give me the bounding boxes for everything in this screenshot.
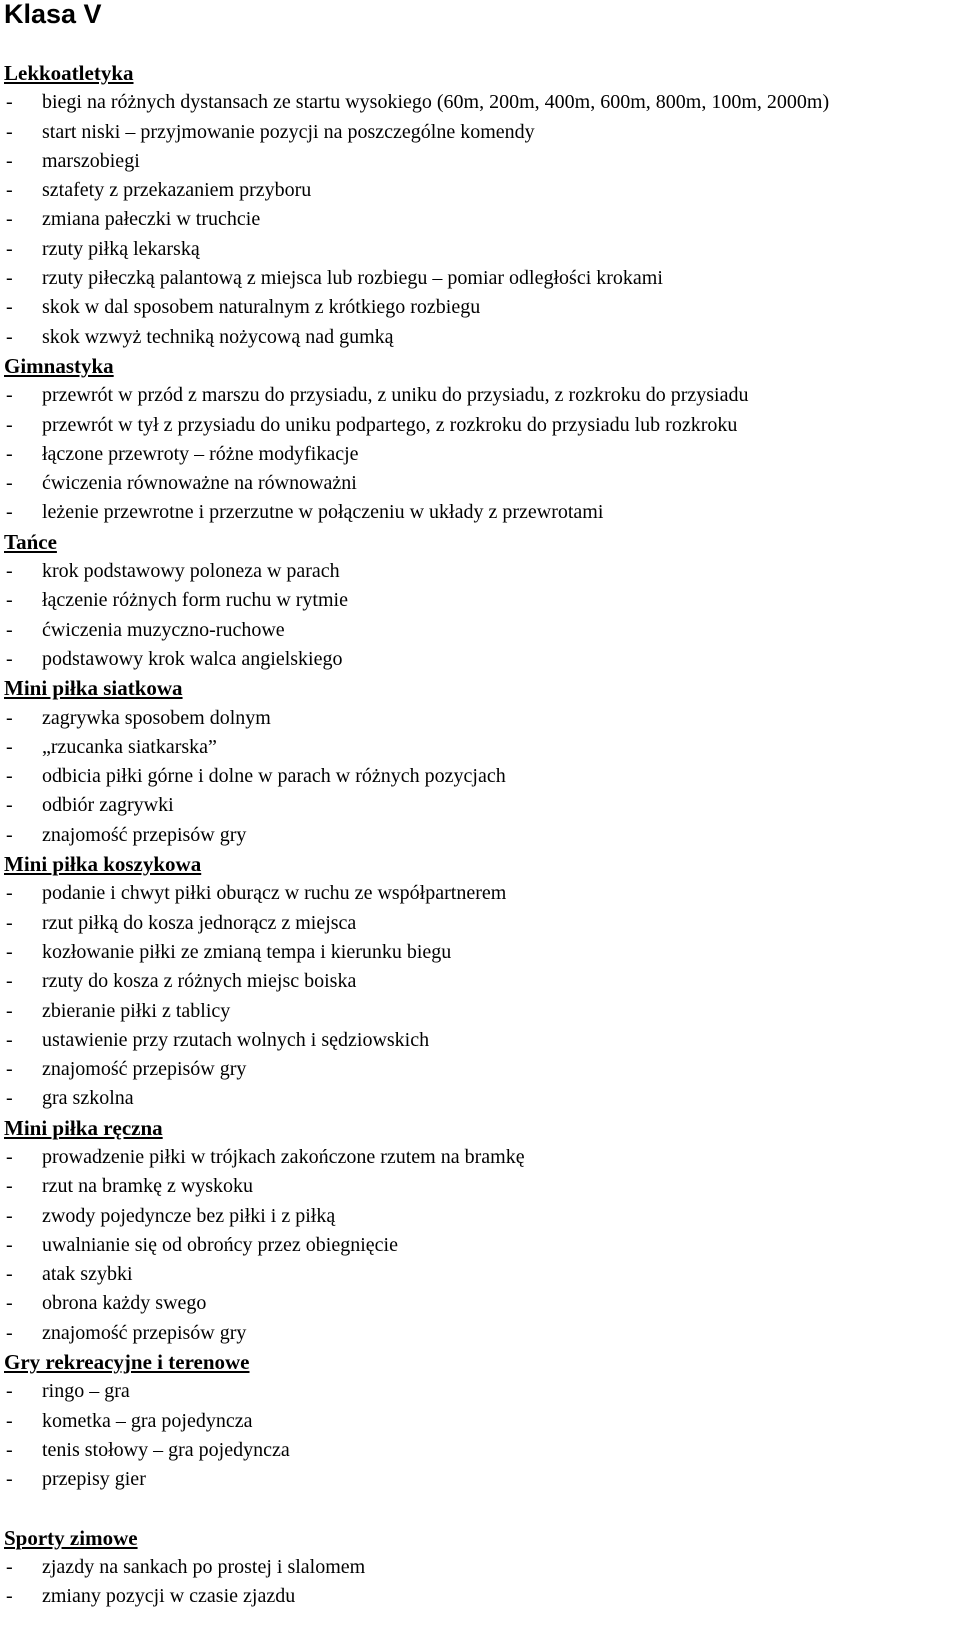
- bullet-dash: -: [6, 237, 13, 260]
- bullet-dash: -: [6, 823, 13, 846]
- list-item: [4, 118, 954, 147]
- bullet-dash: -: [6, 794, 13, 817]
- list-item-text: zmiany pozycji w czasie zjazdu: [42, 1585, 296, 1608]
- list-item-text: rzuty piłką lekarską: [42, 237, 200, 260]
- list-item-text: ringo – gra: [42, 1380, 130, 1403]
- list-item: [4, 1143, 954, 1172]
- bullet-dash: -: [6, 882, 13, 905]
- section-mini-pilka-koszykowa: [4, 850, 954, 1114]
- list-item: [4, 264, 954, 293]
- list-item: [4, 176, 954, 205]
- section-heading: Mini piłka koszykowa: [4, 852, 202, 877]
- list-item: [4, 1436, 954, 1465]
- list-item-text: znajomość przepisów gry: [42, 1058, 247, 1081]
- list-item: [4, 1026, 954, 1055]
- list-item-text: kozłowanie piłki ze zmianą tempa i kierunku biegu: [42, 940, 452, 963]
- list-item-text: podanie i chwyt piłki oburącz w ruchu ze współpartnerem: [42, 882, 507, 905]
- list-item: [4, 381, 954, 410]
- list-item: [4, 1407, 954, 1436]
- list-item-text: łączone przewroty – różne modyfikacje: [42, 442, 359, 465]
- list-item: [4, 1231, 954, 1260]
- bullet-dash: -: [6, 1263, 13, 1286]
- list-item: [4, 88, 954, 117]
- bullet-dash: -: [6, 149, 13, 172]
- section-tance: [4, 528, 954, 674]
- list-item-text: podstawowy krok walca angielskiego: [42, 647, 343, 670]
- list-item-text: znajomość przepisów gry: [42, 1321, 247, 1344]
- bullet-dash: -: [6, 413, 13, 436]
- bullet-dash: -: [6, 765, 13, 788]
- bullet-dash: -: [6, 1556, 13, 1579]
- list-item: [4, 1084, 954, 1113]
- section-heading: Gimnastyka: [4, 353, 114, 378]
- syllabus-content: [4, 59, 954, 1612]
- bullet-dash: -: [6, 1468, 13, 1491]
- list-item-text: atak szybki: [42, 1263, 133, 1286]
- list-item-text: biegi na różnych dystansach ze startu wysokiego (60m, 200m, 400m, 600m, 800m, 100m, 2000m): [42, 91, 830, 114]
- bullet-dash: -: [6, 384, 13, 407]
- list-item: [4, 733, 954, 762]
- bullet-dash: -: [6, 618, 13, 641]
- list-item-text: leżenie przewrotne i przerzutne w połączeniu w układy z przewrotami: [42, 501, 604, 524]
- list-item: [4, 909, 954, 938]
- list-item: [4, 411, 954, 440]
- list-item-text: kometka – gra pojedyncza: [42, 1409, 253, 1432]
- list-item-text: zagrywka sposobem dolnym: [42, 706, 271, 729]
- list-item-text: start niski – przyjmowanie pozycji na poszczególne komendy: [42, 120, 535, 143]
- list-item: [4, 645, 954, 674]
- bullet-dash: -: [6, 1204, 13, 1227]
- bullet-dash: -: [6, 1058, 13, 1081]
- section-sporty-zimowe: [4, 1524, 954, 1612]
- section-mini-pilka-siatkowa: [4, 674, 954, 850]
- list-item: [4, 1202, 954, 1231]
- list-item: [4, 1260, 954, 1289]
- list-item: [4, 147, 954, 176]
- list-item: [4, 1172, 954, 1201]
- bullet-dash: -: [6, 735, 13, 758]
- list-item-text: rzut piłką do kosza jednorącz z miejsca: [42, 911, 357, 934]
- bullet-dash: -: [6, 1087, 13, 1110]
- list-item: [4, 469, 954, 498]
- bullet-dash: -: [6, 501, 13, 524]
- list-item: [4, 1055, 954, 1084]
- section-heading: Lekkoatletyka: [4, 61, 134, 85]
- bullet-dash: -: [6, 1145, 13, 1168]
- list-item: [4, 1553, 954, 1582]
- list-item: [4, 821, 954, 850]
- bullet-dash: -: [6, 706, 13, 729]
- bullet-dash: -: [6, 589, 13, 612]
- bullet-dash: -: [6, 442, 13, 465]
- list-item-text: marszobiegi: [42, 149, 140, 172]
- list-item: [4, 586, 954, 615]
- list-item-text: zwody pojedyncze bez piłki i z piłką: [42, 1204, 336, 1227]
- list-item-text: zbieranie piłki z tablicy: [42, 999, 231, 1022]
- list-item-text: „rzucanka siatkarska”: [42, 735, 217, 758]
- bullet-dash: -: [6, 560, 13, 583]
- list-item-text: przewrót w tył z przysiadu do uniku podpartego, z rozkroku do przysiadu lub rozkroku: [42, 413, 738, 436]
- bullet-dash: -: [6, 970, 13, 993]
- list-item: [4, 967, 954, 996]
- list-item-text: uwalnianie się od obrońcy przez obiegnięcie: [42, 1233, 398, 1256]
- list-item-text: rzut na bramkę z wyskoku: [42, 1175, 254, 1198]
- list-item: [4, 1289, 954, 1318]
- bullet-dash: -: [6, 325, 13, 348]
- list-item: [4, 938, 954, 967]
- list-item: [4, 879, 954, 908]
- list-item: [4, 498, 954, 527]
- section-heading: Tańce: [4, 529, 57, 554]
- list-item: [4, 762, 954, 791]
- bullet-dash: -: [6, 91, 13, 114]
- section-gry-rekreacyjne-i-terenowe: [4, 1348, 954, 1494]
- bullet-dash: -: [6, 999, 13, 1022]
- bullet-dash: -: [6, 1292, 13, 1315]
- bullet-dash: -: [6, 1028, 13, 1051]
- bullet-dash: -: [6, 911, 13, 934]
- list-item-text: zmiana pałeczki w truchcie: [42, 208, 261, 231]
- list-item-text: ustawienie przy rzutach wolnych i sędziowskich: [42, 1028, 430, 1051]
- bullet-dash: -: [6, 1585, 13, 1608]
- list-item: [4, 235, 954, 264]
- list-item-text: ćwiczenia równoważne na równoważni: [42, 472, 357, 495]
- bullet-dash: -: [6, 1438, 13, 1461]
- list-item: [4, 323, 954, 352]
- list-item: [4, 997, 954, 1026]
- section-heading: Sporty zimowe: [4, 1525, 138, 1550]
- list-item-text: znajomość przepisów gry: [42, 823, 247, 846]
- page-title: Klasa V: [4, 0, 102, 29]
- bullet-dash: -: [6, 179, 13, 202]
- list-item: [4, 440, 954, 469]
- section-gimnastyka: [4, 352, 954, 528]
- bullet-dash: -: [6, 647, 13, 670]
- section-heading: Mini piłka siatkowa: [4, 676, 183, 701]
- section-mini-pilka-reczna: [4, 1114, 954, 1348]
- section-heading: Mini piłka ręczna: [4, 1115, 163, 1140]
- list-item-text: skok w dal sposobem naturalnym z krótkiego rozbiegu: [42, 296, 481, 319]
- list-item: [4, 791, 954, 820]
- list-item-text: obrona każdy swego: [42, 1292, 207, 1315]
- bullet-dash: -: [6, 1409, 13, 1432]
- bullet-dash: -: [6, 208, 13, 231]
- list-item-text: rzuty do kosza z różnych miejsc boiska: [42, 970, 357, 993]
- list-item-text: odbiór zagrywki: [42, 794, 174, 817]
- list-item: [4, 205, 954, 234]
- bullet-dash: -: [6, 940, 13, 963]
- list-item-text: odbicia piłki górne i dolne w parach w różnych pozycjach: [42, 765, 506, 788]
- list-item-text: rzuty piłeczką palantową z miejsca lub rozbiegu – pomiar odległości krokami: [42, 267, 663, 290]
- section-heading: Gry rekreacyjne i terenowe: [4, 1350, 250, 1375]
- list-item-text: krok podstawowy poloneza w parach: [42, 560, 340, 583]
- list-item: [4, 1465, 954, 1494]
- list-item-text: sztafety z przekazaniem przyboru: [42, 179, 312, 202]
- list-item: [4, 1319, 954, 1348]
- list-item: [4, 616, 954, 645]
- list-item-text: skok wzwyż techniką nożycową nad gumką: [42, 325, 394, 348]
- bullet-dash: -: [6, 472, 13, 495]
- list-item: [4, 557, 954, 586]
- list-item-text: ćwiczenia muzyczno-ruchowe: [42, 618, 285, 641]
- blank-line: [4, 1495, 954, 1524]
- bullet-dash: -: [6, 120, 13, 143]
- bullet-dash: -: [6, 267, 13, 290]
- list-item: [4, 1582, 954, 1611]
- list-item-text: tenis stołowy – gra pojedyncza: [42, 1438, 290, 1461]
- bullet-dash: -: [6, 1380, 13, 1403]
- section-lekkoatletyka: [4, 59, 954, 352]
- list-item: [4, 704, 954, 733]
- list-item-text: prowadzenie piłki w trójkach zakończone rzutem na bramkę: [42, 1145, 525, 1168]
- bullet-dash: -: [6, 1321, 13, 1344]
- list-item-text: przepisy gier: [42, 1468, 146, 1491]
- list-item-text: zjazdy na sankach po prostej i slalomem: [42, 1556, 366, 1579]
- list-item: [4, 1377, 954, 1406]
- bullet-dash: -: [6, 1233, 13, 1256]
- list-item-text: łączenie różnych form ruchu w rytmie: [42, 589, 348, 612]
- list-item-text: gra szkolna: [42, 1087, 134, 1110]
- list-item-text: przewrót w przód z marszu do przysiadu, z uniku do przysiadu, z rozkroku do przysiadu: [42, 384, 749, 407]
- bullet-dash: -: [6, 296, 13, 319]
- bullet-dash: -: [6, 1175, 13, 1198]
- list-item: [4, 293, 954, 322]
